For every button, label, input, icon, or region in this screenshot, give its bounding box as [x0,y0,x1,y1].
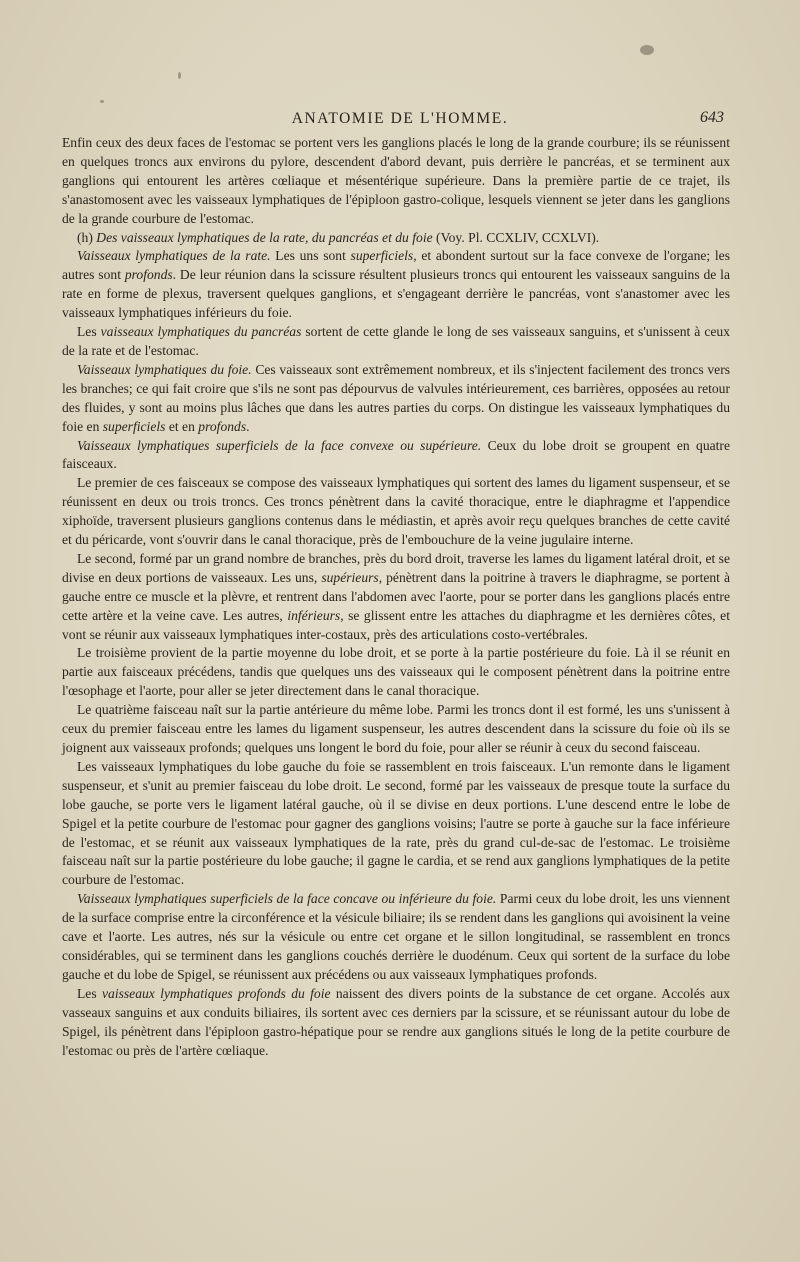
paragraph [62,247,730,323]
text-run: . De leur réunion dans la scissure résultent plusieurs troncs qui entourent les vaisseaux sanguins de la rate en forme de plexus, traversent quelques ganglions, et s'engageant derrière le pancréas, vont s'anastomer avec les vaisseaux lymphatiques inférieurs du foie. [62,267,730,321]
text-run: , pénètrent dans la poitrine à travers le diaphragme, se portent à gauche entre ce muscle et la plèvre, et rentrent dans l'abdomen avec l'aorte, pour se porter dans les ganglions placés entre cette artère et la veine cave. Les autres, [62,569,730,623]
italic-run: profonds [198,418,247,434]
text-run: Les vaisseaux lymphatiques du lobe gauche du foie se rassemblent en trois faisceaux. L'un remonte dans le ligament suspenseur, et s'unit au premier faisceau du lobe droit. Le second, formé par les vaisseaux de presque toute la surface du lobe gauche, se porte vers le ligament latéral gauche, où il se divise en deux portions. L'une descend entre le lobe de Spigel et la petite courbure de l'estomac pour gagner des ganglions voisins; l'autre se porte à gauche sur la face inférieure de l'estomac, et se réunit aux vaisseaux lymphatiques de la rate, près du grand cul-de-sac de l'estomac. Le troisième faisceau naît sur la partie postérieure du lobe gauche; il gagne le cardia, et se rend aux ganglions lymphatiques de la petite courbure de l'estomac. [62,758,730,888]
text-run: . [246,418,250,434]
italic-run: Des vaisseaux lymphatiques de la rate, du pancréas et du foie [96,229,433,245]
body-text [62,134,730,1060]
paragraph [62,229,730,248]
text-run: (h) [77,229,97,245]
paper-stain [178,72,181,79]
page-number: 643 [700,109,724,126]
text-run: Les [77,324,101,340]
text-run: Les [77,985,102,1001]
italic-run: Vaisseaux lymphatiques superficiels de la face concave ou inférieure du foie. [77,891,497,907]
italic-run: vaisseaux lymphatiques profonds du foie [101,985,331,1001]
paragraph [62,890,730,985]
paragraph [62,474,730,550]
text-run: Enfin ceux des deux faces de l'estomac se portent vers les ganglions placés le long de la grande courbure; ils se réunissent en quelques troncs aux environs du pylore, descendent d'abord devant, puis derrière le pancréas, et se terminent aux ganglions qui entourent les artères cœliaque et mésentérique supérieure. Dans la première partie de ce trajet, ils s'anastomosent avec les vaisseaux lymphatiques de l'épiploon gastro-colique, lesquels viennent se jeter dans les ganglions de la grande courbure de l'estomac. [62,135,730,226]
italic-run: vaisseaux lymphatiques du pancréas [100,324,302,340]
paragraph [62,758,730,890]
text-run: Le premier de ces faisceaux se compose des vaisseaux lymphatiques qui sortent des lames du ligament suspenseur, et se réunissent en deux ou trois troncs. Ces troncs pénètrent dans la cavité thoracique, entre le diaphragme et l'appendice xiphoïde, traversent plusieurs ganglions contenus dans le médiastin, et après avoir reçu quelques branches de cette cavité et du péricarde, vont s'ouvrir dans le canal thoracique, près de l'embouchure de la veine jugulaire interne. [62,475,730,548]
paper-stain [100,100,104,103]
italic-run: Vaisseaux lymphatiques superficiels de la face convexe ou supérieure. [77,437,482,453]
paragraph [62,323,730,361]
paragraph [62,361,730,437]
italic-run: superficiels [102,418,166,434]
text-run: (Voy. Pl. CCXLIV, CCXLVI). [432,229,600,245]
text-run: Ceux du lobe droit se groupent en quatre faisceaux. [62,437,730,472]
text-run: Le second, formé par un grand nombre de branches, près du bord droit, traverse les lames du ligament latéral droit, et se divise en deux portions de vaisseaux. Les uns, [62,550,730,585]
text-run: et en [165,418,199,434]
text-run: naissent des divers points de la substance de cet organe. Accolés aux vasseaux sanguins et aux conduits biliaires, ils sortent avec ces derniers par la scissure, et se réunissant autour du lobe de Spigel, ils pénètrent dans l'épiploon gastro-hépatique pour se rendre aux ganglions situés le long de la petite courbure de l'estomac ou près de l'artère cœliaque. [62,985,731,1058]
text-run: Le troisième provient de la partie moyenne du lobe droit, et se porte à la partie postérieure du foie. Là il se réunit en partie aux faisceaux précédens, tandis que quelques uns des vaisseaux qui le composent pénètrent dans la poitrine entre l'œsophage et l'aorte, pour aller se jeter directement dans le canal thoracique. [62,645,730,699]
text-run: , et abondent surtout sur la face convexe de l'organe; les autres sont [62,248,730,283]
italic-run: profonds [124,267,173,283]
italic-run: supérieurs [321,569,379,585]
paragraph [62,701,730,758]
paragraph [62,134,730,229]
paragraph [62,550,730,645]
paper-stain [640,45,654,55]
paragraph [62,985,730,1061]
text-run: Les uns sont [270,248,351,264]
page-header [60,110,740,132]
running-title: ANATOMIE DE L'HOMME. [291,110,509,127]
text-run: Le quatrième faisceau naît sur la partie antérieure du même lobe. Parmi les troncs dont il est formé, les uns s'unissent à ceux du premier faisceau entre les lames du ligament suspenseur, les autres descendent dans la scissure du foie où ils se joignent aux vaisseaux profonds; quelques uns longent le bord du foie, pour aller se réunir à ceux du second faisceau. [62,702,730,755]
text-run: sortent de cette glande le long de ses vaisseaux sanguins, et s'unissent à ceux de la rate et de l'estomac. [62,324,730,358]
italic-run: superficiels [350,248,414,264]
text-run: Parmi ceux du lobe droit, les uns viennent de la surface comprise entre la circonférence et la vésicule biliaire; ils se rendent dans les ganglions qui avoisinent la veine cave et l'aorte. Les autres, nés sur la vésicule ou entre cet organe et le sillon longitudinal, se rassemblent en troncs considérables, qui se terminent dans les ganglions couchés derrière le duodénum. Ceux qui sortent de la surface du lobe gauche et du lobe de Spigel, se réunissent aux précédens ou aux vaisseaux lymphatiques profonds. [62,891,730,982]
italic-run: Vaisseaux lymphatiques du foie. [77,361,252,377]
text-run: Ces vaisseaux sont extrêmement nombreux, et ils s'injectent facilement des troncs vers les branches; ce qui fait croire que s'ils ne sont pas dépourvus de valvules intérieurement, ces barrières, opposées au retour des fluides, y sont au moins plus lâches que dans les autres parties du corps. On distingue les vaisseaux lymphatiques du foie en [62,361,731,434]
paragraph [62,437,730,475]
text-run: , se glissent entre les attaches du diaphragme et les dernières côtes, et vont se réunir aux vaisseaux lymphatiques inter-costaux, près des articulations costo-vertébrales. [62,607,730,642]
paragraph [62,644,730,701]
italic-run: Vaisseaux lymphatiques de la rate. [77,248,271,264]
italic-run: inférieurs [287,607,341,623]
